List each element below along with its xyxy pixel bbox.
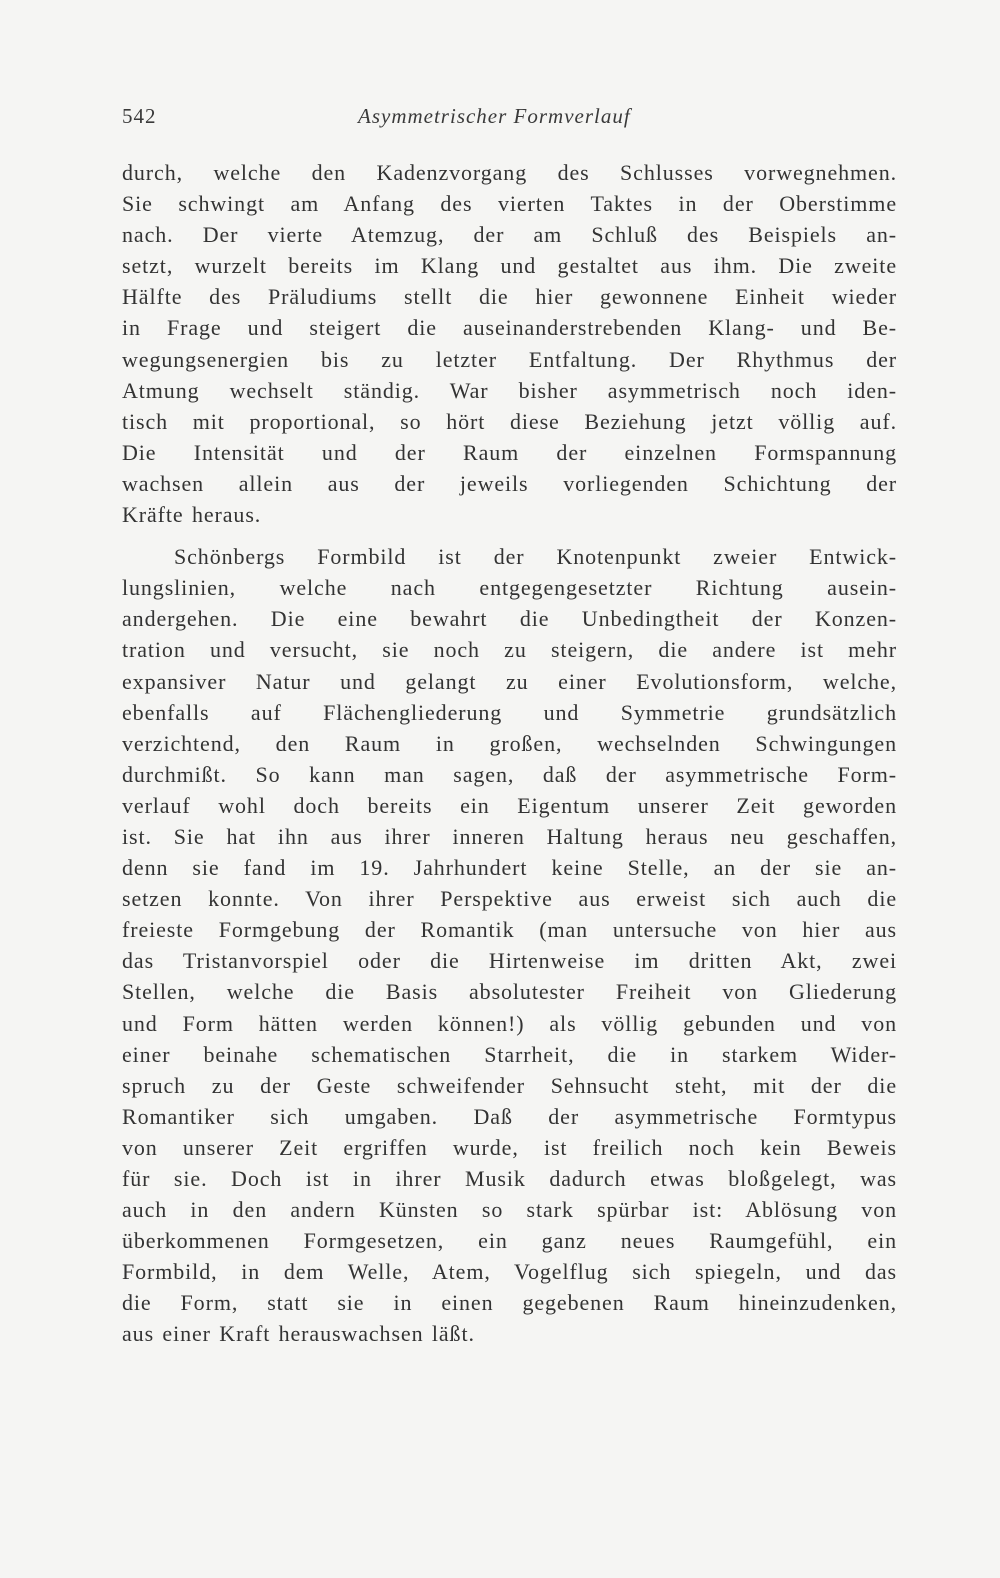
text-line: verzichtend, den Raum in großen, wechselnden Schwingungen (122, 730, 897, 756)
text-line: andergehen. Die eine bewahrt die Unbedingtheit der Konzen- (122, 606, 897, 632)
text-line: Romantiker sich umgaben. Daß der asymmetrische Formtypus (122, 1103, 897, 1129)
text-line: in Frage und steigert die auseinanderstrebenden Klang- und Be- (122, 315, 897, 341)
text-line: verlauf wohl doch bereits ein Eigentum unserer Zeit geworden (122, 792, 897, 818)
text-line: tisch mit proportional, so hört diese Beziehung jetzt völlig auf. (122, 408, 897, 434)
paragraph-1 (122, 157, 897, 530)
text-line: expansiver Natur und gelangt zu einer Evolutionsform, welche, (122, 668, 897, 694)
text-line: für sie. Doch ist in ihrer Musik dadurch etwas bloßgelegt, was (122, 1166, 897, 1191)
text-line: wegungsenergien bis zu letzter Entfaltung. Der Rhythmus der (122, 346, 897, 372)
text-line: aus einer Kraft herauswachsen läßt. (122, 1321, 475, 1347)
text-line: das Tristanvorspiel oder die Hirtenweise im dritten Akt, zwei (122, 948, 897, 974)
text-line: Kräfte heraus. (122, 502, 262, 528)
text-line: durch, welche den Kadenzvorgang des Schlusses vorwegnehmen. (122, 160, 897, 185)
text-line: und Form hätten werden können!) als völlig gebunden und von (122, 1010, 897, 1036)
text-line: denn sie fand im 19. Jahrhundert keine Stelle, an der sie an- (122, 855, 897, 881)
text-line: die Form, statt sie in einen gegebenen Raum hineinzudenken, (122, 1290, 897, 1316)
page-header (122, 104, 897, 140)
text-line: lungslinien, welche nach entgegengesetzter Richtung ausein- (122, 575, 897, 601)
text-line: Schönbergs Formbild ist der Knotenpunkt zweier Entwick- (174, 544, 897, 570)
text-line: Formbild, in dem Welle, Atem, Vogelflug sich spiegeln, und das (122, 1259, 897, 1285)
text-line: tration und versucht, sie noch zu steigern, die andere ist mehr (122, 637, 897, 663)
text-line: von unserer Zeit ergriffen wurde, ist freilich noch kein Beweis (122, 1134, 897, 1160)
text-line: durchmißt. So kann man sagen, daß der asymmetrische Form- (122, 761, 897, 787)
text-line: ebenfalls auf Flächengliederung und Symmetrie grundsätzlich (122, 699, 897, 725)
running-title: Asymmetrischer Formverlauf (358, 104, 631, 128)
text-line: auch in den andern Künsten so stark spürbar ist: Ablösung von (122, 1197, 897, 1223)
text-line: spruch zu der Geste schweifender Sehnsucht steht, mit der die (122, 1072, 897, 1098)
text-line: überkommenen Formgesetzen, ein ganz neues Raumgefühl, ein (122, 1228, 897, 1254)
text-line: Die Intensität und der Raum der einzelnen Formspannung (122, 439, 897, 465)
text-line: Sie schwingt am Anfang des vierten Taktes in der Oberstimme (122, 191, 897, 217)
text-line: setzen konnte. Von ihrer Perspektive aus erweist sich auch die (122, 886, 897, 912)
text-line: ist. Sie hat ihn aus ihrer inneren Haltung heraus neu geschaffen, (122, 823, 897, 849)
text-line: wachsen allein aus der jeweils vorliegenden Schichtung der (122, 470, 897, 496)
text-line: Hälfte des Präludiums stellt die hier gewonnene Einheit wieder (122, 284, 897, 310)
text-line: Atmung wechselt ständig. War bisher asymmetrisch noch iden- (122, 377, 897, 403)
text-line: nach. Der vierte Atemzug, der am Schluß des Beispiels an- (122, 222, 897, 248)
paragraph-2 (122, 541, 897, 1349)
page-number: 542 (122, 104, 157, 128)
text-line: freieste Formgebung der Romantik (man untersuche von hier aus (122, 917, 897, 943)
body-text (122, 157, 897, 1350)
text-line: setzt, wurzelt bereits im Klang und gestaltet aus ihm. Die zweite (122, 253, 897, 279)
paragraph-gap (122, 530, 897, 541)
text-line: einer beinahe schematischen Starrheit, die in starkem Wider- (122, 1041, 897, 1067)
text-line: Stellen, welche die Basis absolutester Freiheit von Gliederung (122, 979, 897, 1005)
